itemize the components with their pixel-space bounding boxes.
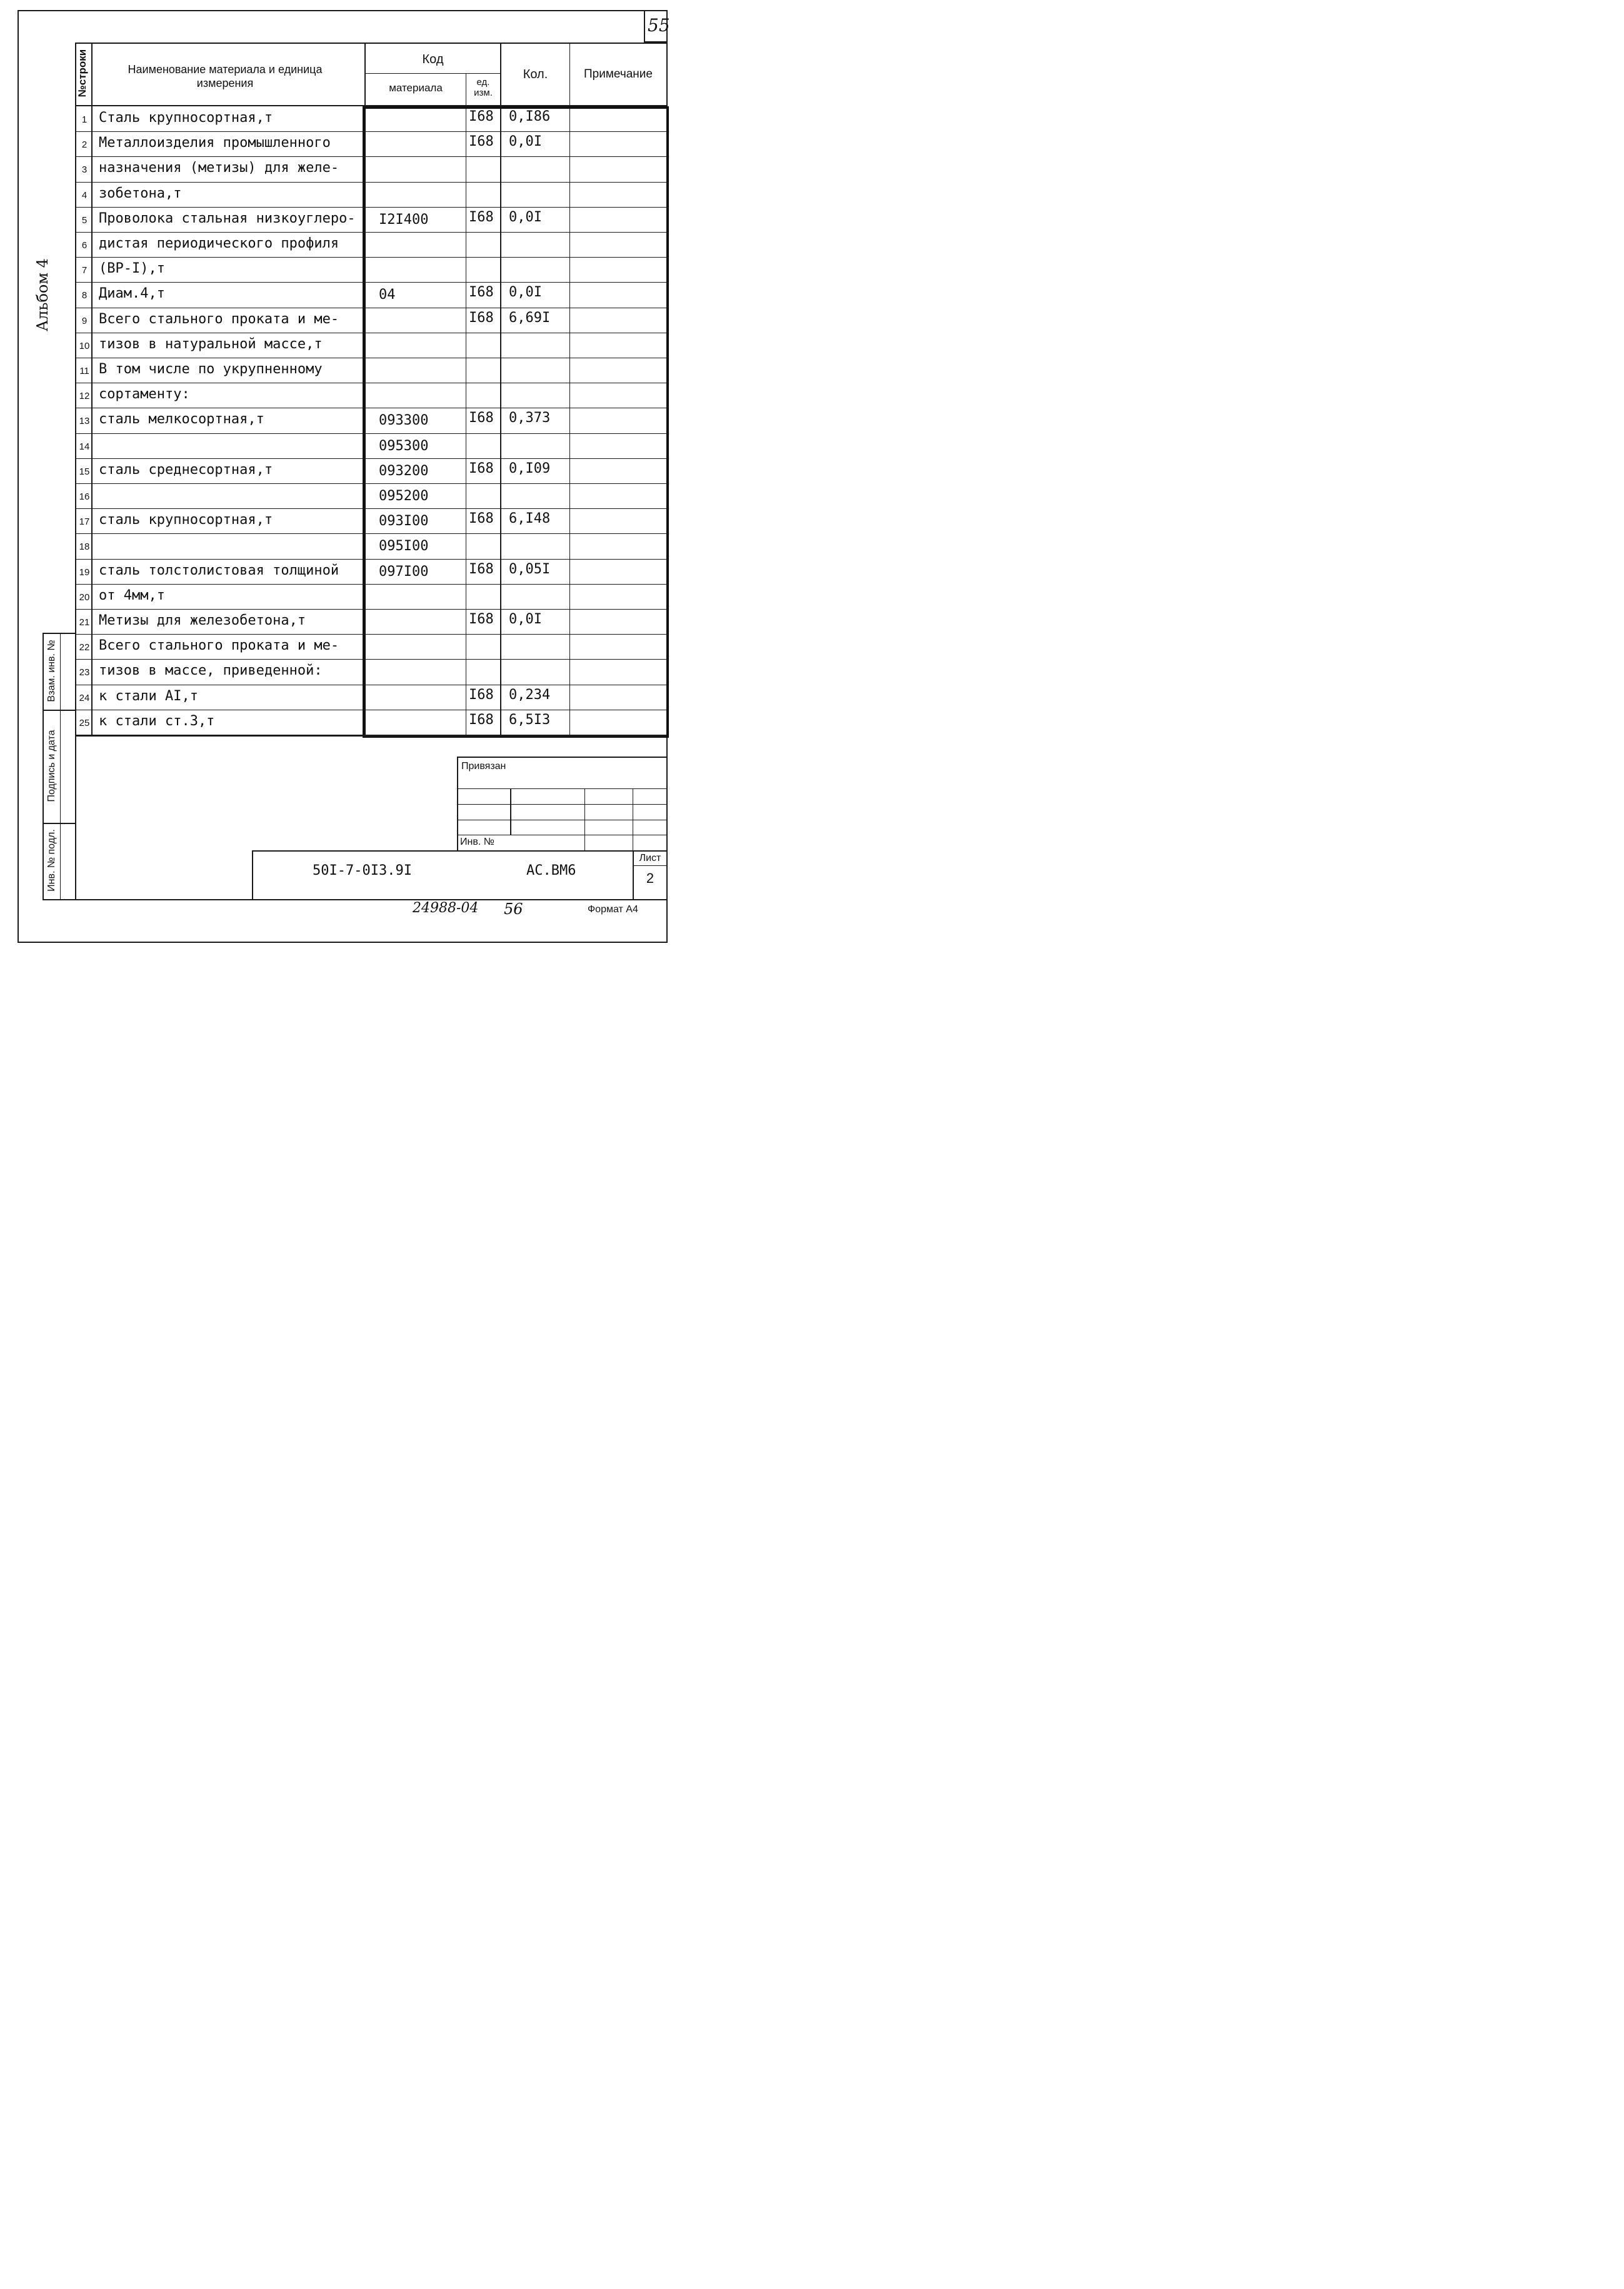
table-row	[0, 383, 693, 408]
row-name: сталь мелкосортная,т	[99, 411, 264, 427]
table-row	[0, 232, 693, 257]
row-number: 1	[81, 114, 88, 125]
row-qty: 0,373	[509, 410, 551, 426]
row-unit: I68	[469, 511, 494, 526]
table-row	[0, 207, 693, 232]
row-number: 11	[79, 366, 89, 376]
row-unit: I68	[469, 209, 494, 225]
header-note: Примечание	[584, 68, 653, 81]
header-code: Код	[422, 53, 444, 66]
row-name: к стали AI,т	[99, 688, 198, 704]
row-number: 2	[81, 139, 88, 150]
stamp-podpis: Подпись и дата	[46, 730, 57, 802]
row-number: 8	[81, 290, 88, 301]
row-qty: 0,0I	[509, 134, 542, 149]
row-unit: I68	[469, 410, 494, 426]
row-name: Проволока стальная низкоуглеро-	[99, 211, 356, 226]
table-row	[0, 433, 693, 458]
row-name: зобетона,т	[99, 186, 182, 201]
side-label: Альбом 4	[34, 258, 51, 331]
row-name: тизов в натуральной массе,т	[99, 336, 323, 352]
row-number: 14	[79, 441, 90, 452]
table-row	[0, 458, 693, 483]
row-number: 20	[79, 592, 90, 603]
table-row	[0, 257, 693, 282]
row-name: Всего стального проката и ме-	[99, 638, 339, 653]
row-number: 17	[79, 516, 90, 527]
table-row	[0, 333, 693, 358]
row-unit: I68	[469, 687, 494, 703]
table-row	[0, 710, 693, 735]
table-row	[0, 408, 693, 433]
table-row	[0, 634, 693, 659]
sheet-number: 2	[646, 870, 654, 886]
row-name: от 4мм,т	[99, 588, 165, 603]
row-code: 093200	[379, 463, 429, 479]
row-unit: I68	[469, 712, 494, 728]
doc-code: 50I-7-0I3.9I	[313, 863, 412, 878]
row-qty: 0,I09	[509, 461, 551, 476]
row-number: 16	[79, 491, 90, 502]
row-unit: I68	[469, 109, 494, 124]
row-name: сортаменту:	[99, 386, 190, 402]
row-unit: I68	[469, 310, 494, 326]
row-qty: 6,5I3	[509, 712, 551, 728]
table-row	[0, 131, 693, 156]
table-row	[0, 358, 693, 383]
row-code: I2I400	[379, 212, 429, 228]
row-number: 21	[79, 617, 90, 628]
row-code: 093300	[379, 413, 429, 428]
row-name: Металлоизделия промышленного	[99, 135, 331, 151]
table-row	[0, 609, 693, 634]
row-number: 25	[79, 718, 90, 728]
row-number: 10	[79, 341, 90, 351]
row-qty: 0,05I	[509, 561, 551, 577]
page-number: 55	[648, 15, 670, 36]
header-qty: Кол.	[523, 68, 548, 81]
row-qty: 0,0I	[509, 209, 542, 225]
row-unit: I68	[469, 284, 494, 300]
header-code-unit: ед. изм.	[474, 77, 493, 98]
table-row	[0, 685, 693, 710]
handwritten-page: 56	[504, 900, 523, 918]
row-number: 4	[81, 190, 88, 201]
row-unit: I68	[469, 561, 494, 577]
row-number: 22	[79, 642, 90, 653]
row-name: назначения (метизы) для желе-	[99, 160, 339, 176]
row-unit: I68	[469, 461, 494, 476]
privyazan-label: Привязан	[461, 761, 506, 772]
row-qty: 6,I48	[509, 511, 551, 526]
table-row	[0, 308, 693, 333]
row-code: 04	[379, 287, 396, 303]
row-unit: I68	[469, 134, 494, 149]
table-row	[0, 282, 693, 307]
row-name: к стали ст.3,т	[99, 713, 215, 729]
stamp-inv-podl: Инв. № подл.	[46, 829, 57, 892]
row-qty: 0,0I	[509, 284, 542, 300]
row-code: 095I00	[379, 538, 429, 554]
row-qty: 6,69I	[509, 310, 551, 326]
table-row	[0, 508, 693, 533]
row-number: 13	[79, 416, 90, 426]
table-row	[0, 483, 693, 508]
row-name: Всего стального проката и ме-	[99, 311, 339, 327]
doc-mark: АС.ВМ6	[526, 863, 576, 878]
row-name: Метизы для железобетона,т	[99, 613, 306, 628]
row-qty: 0,0I	[509, 611, 542, 627]
row-number: 9	[81, 316, 88, 326]
header-name: Наименование материала и единица измерения	[128, 63, 323, 89]
header-code-material: материала	[389, 82, 443, 94]
row-number: 7	[81, 265, 88, 276]
format-label: Формат А4	[588, 904, 638, 915]
row-name: Сталь крупносортная,т	[99, 110, 273, 126]
row-name: сталь толстолистовая толщиной	[99, 563, 339, 578]
row-number: 5	[81, 215, 88, 226]
row-name: (BP-I),т	[99, 261, 165, 276]
row-qty: 0,I86	[509, 109, 551, 124]
row-code: 093I00	[379, 513, 429, 529]
row-number: 12	[79, 391, 90, 401]
table-row	[0, 182, 693, 207]
table-row	[0, 156, 693, 181]
row-number: 19	[79, 567, 90, 578]
table-row	[0, 584, 693, 609]
row-number: 15	[79, 466, 90, 477]
row-code: 097I00	[379, 564, 429, 580]
header-row-no: №строки	[76, 49, 88, 98]
frame-bottom	[18, 942, 668, 943]
row-name: Диам.4,т	[99, 286, 165, 301]
row-name: тизов в массе, приведенной:	[99, 663, 323, 678]
row-name: дистая периодического профиля	[99, 236, 339, 251]
table-row	[0, 533, 693, 558]
row-unit: I68	[469, 611, 494, 627]
row-number: 3	[81, 164, 88, 175]
sheet-label: Лист	[639, 853, 661, 863]
row-name: В том числе по укрупненному	[99, 361, 323, 377]
table-row	[0, 659, 693, 684]
row-code: 095200	[379, 488, 429, 504]
row-qty: 0,234	[509, 687, 551, 703]
row-number: 23	[79, 667, 90, 678]
frame-top	[18, 10, 668, 11]
row-name: сталь крупносортная,т	[99, 512, 273, 528]
row-code: 095300	[379, 438, 429, 454]
inv-no-label: Инв. №	[460, 837, 494, 847]
row-number: 18	[79, 541, 90, 552]
table-row	[0, 559, 693, 584]
table-row	[0, 106, 693, 131]
row-number: 24	[79, 693, 90, 703]
stamp-vzam: Взам. инв. №	[46, 640, 57, 702]
row-name: сталь среднесортная,т	[99, 462, 273, 478]
handwritten-number: 24988-04	[413, 900, 479, 916]
row-number: 6	[81, 240, 88, 251]
